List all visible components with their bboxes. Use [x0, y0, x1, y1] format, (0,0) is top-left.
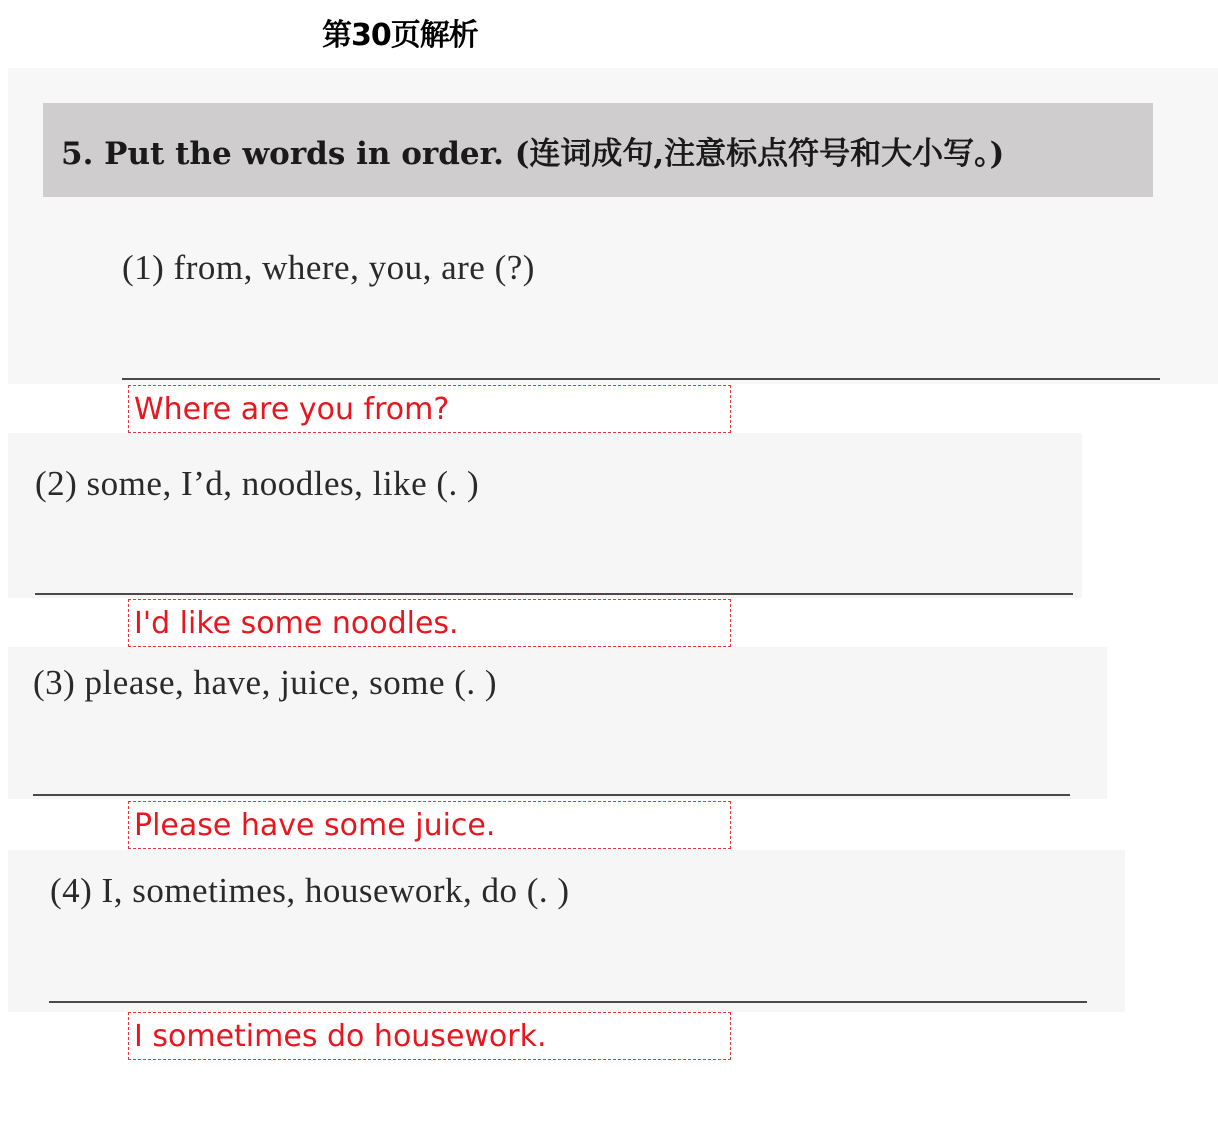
question-1-prompt: (1) from, where, you, are (?) — [122, 248, 535, 287]
exercise-header: 5. Put the words in order. (连词成句,注意标点符号和大小写。) — [43, 103, 1153, 197]
page-title: 第30页解析 — [322, 18, 478, 53]
answer-2: I'd like some noodles. — [128, 599, 731, 647]
answer-line-3 — [33, 794, 1070, 796]
answer-line-1 — [122, 378, 1160, 380]
answer-4: I sometimes do housework. — [128, 1012, 731, 1060]
answer-line-2 — [35, 593, 1073, 595]
question-2-prompt: (2) some, I’d, noodles, like (. ) — [35, 464, 480, 503]
answer-1: Where are you from? — [128, 385, 731, 433]
question-3-prompt: (3) please, have, juice, some (. ) — [33, 663, 498, 702]
question-4-prompt: (4) I, sometimes, housework, do (. ) — [50, 871, 570, 910]
answer-3: Please have some juice. — [128, 801, 731, 849]
scanned-question-image-2 — [8, 433, 1082, 598]
answer-line-4 — [49, 1001, 1087, 1003]
